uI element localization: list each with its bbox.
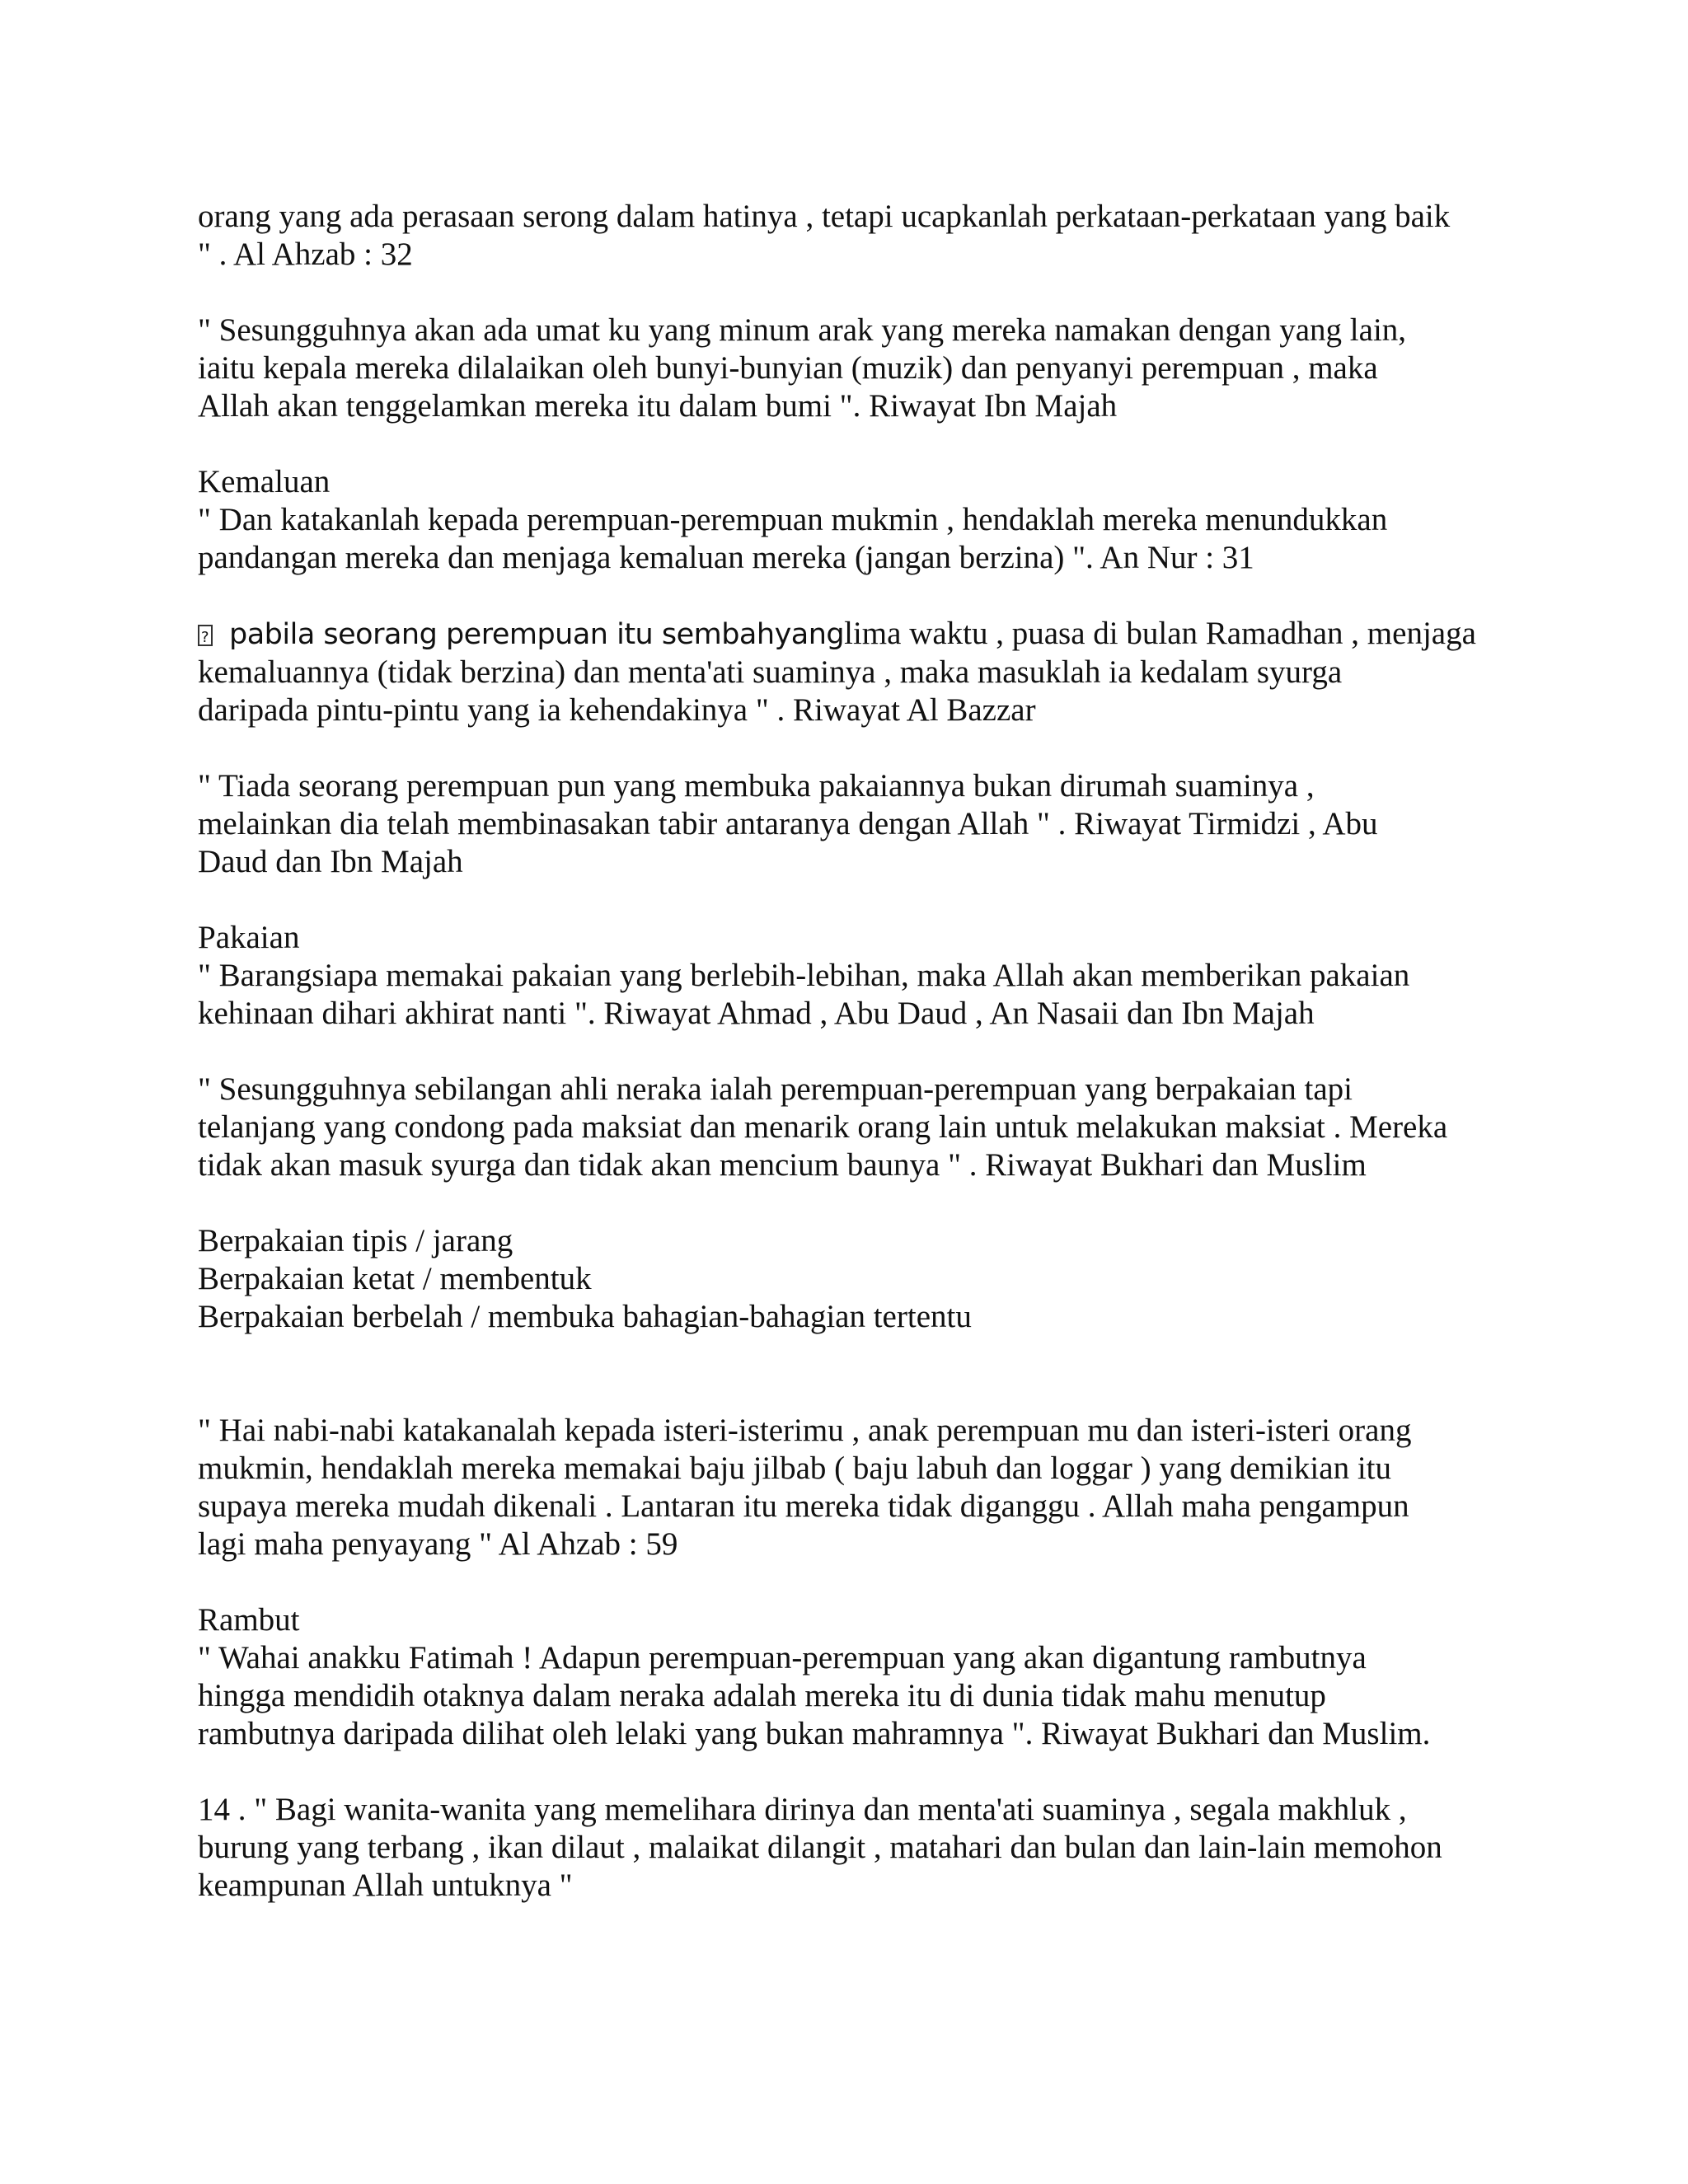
text-line: daripada pintu-pintu yang ia kehendakinya " . Riwayat Al Bazzar [198,692,1036,728]
paragraph-item-14 [198,1791,1550,1905]
text-line: burung yang terbang , ikan dilaut , malaikat dilangit , matahari dan bulan dan lain-lain memohon [198,1830,1442,1865]
missing-glyph-icon [198,625,213,646]
text-line: " Dan katakanlah kepada perempuan-perempuan mukmin , hendaklah mereka menundukkan [198,502,1388,537]
section-heading: Rambut [198,1602,300,1638]
section-heading: Kemaluan [198,464,331,499]
text-line: telanjang yang condong pada maksiat dan menarik orang lain untuk melakukan maksiat . Mereka [198,1109,1448,1145]
serif-text-run: lima waktu , puasa di bulan Ramadhan , menjaga [844,616,1476,651]
text-line: Daud dan Ibn Majah [198,844,463,879]
text-line: " Sesungguhnya sebilangan ahli neraka ialah perempuan-perempuan yang berpakaian tapi [198,1071,1353,1107]
text-line: orang yang ada perasaan serong dalam hatinya , tetapi ucapkanlah perkataan-perkataan yang baik [198,199,1451,234]
section-kemaluan [198,463,1550,577]
list-item: Berpakaian tipis / jarang [198,1223,513,1258]
paragraph-riwayat-ibn-majah [198,312,1550,425]
text-line: pandangan mereka dan menjaga kemaluan mereka (jangan berzina) ". An Nur : 31 [198,540,1254,575]
text-line: mukmin, hendaklah mereka memakai baju jilbab ( baju labuh dan loggar ) yang demikian itu [198,1451,1391,1486]
text-line: " Sesungguhnya akan ada umat ku yang minum arak yang mereka namakan dengan yang lain, [198,312,1407,348]
text-line: supaya mereka mudah dikenali . Lantaran itu mereka tidak diganggu . Allah maha pengampun [198,1488,1409,1524]
list-item: Berpakaian ketat / membentuk [198,1261,592,1296]
paragraph-al-ahzab-59 [198,1412,1550,1563]
text-line: 14 . " Bagi wanita-wanita yang memelihara dirinya dan menta'ati suaminya , segala makhluk , [198,1792,1407,1827]
document-page [198,198,1550,1943]
text-line-mixed-font [198,615,1550,654]
text-line: " . Al Ahzab : 32 [198,237,413,272]
paragraph-riwayat-bukhari-muslim [198,1071,1550,1184]
text-line: Allah akan tenggelamkan mereka itu dalam bumi ". Riwayat Ibn Majah [198,388,1118,424]
paragraph-riwayat-tirmidzi [198,767,1550,881]
section-pakaian [198,919,1550,1033]
text-line: " Wahai anakku Fatimah ! Adapun perempuan-perempuan yang akan digantung rambutnya [198,1640,1367,1675]
section-rambut [198,1601,1550,1753]
paragraph-al-ahzab-32 [198,198,1550,274]
text-line: keampunan Allah untuknya " [198,1868,573,1903]
text-line: rambutnya daripada dilihat oleh lelaki yang bukan mahramnya ". Riwayat Bukhari dan Muslim. [198,1716,1431,1751]
text-line: iaitu kepala mereka dilalaikan oleh bunyi-bunyian (muzik) dan penyanyi perempuan , maka [198,350,1378,386]
sans-text-run: pabila seorang perempuan itu sembahyang [229,618,845,651]
paragraph-riwayat-al-bazzar [198,615,1550,729]
text-line: tidak akan masuk syurga dan tidak akan mencium baunya " . Riwayat Bukhari dan Muslim [198,1147,1367,1183]
text-line: hingga mendidih otaknya dalam neraka adalah mereka itu di dunia tidak mahu menutup [198,1678,1326,1713]
text-line: " Tiada seorang perempuan pun yang membuka pakaiannya bukan dirumah suaminya , [198,768,1315,804]
list-item: Berpakaian berbelah / membuka bahagian-bahagian tertentu [198,1299,972,1334]
text-line: kemaluannya (tidak berzina) dan menta'ati suaminya , maka masuklah ia kedalam syurga [198,654,1343,690]
text-line: kehinaan dihari akhirat nanti ". Riwayat Ahmad , Abu Daud , An Nasaii dan Ibn Majah [198,996,1315,1031]
list-berpakaian [198,1222,1550,1336]
section-heading: Pakaian [198,920,300,955]
text-line: lagi maha penyayang " Al Ahzab : 59 [198,1526,678,1562]
text-line: melainkan dia telah membinasakan tabir antaranya dengan Allah " . Riwayat Tirmidzi , Abu [198,806,1378,841]
text-line: " Hai nabi-nabi katakanalah kepada isteri-isterimu , anak perempuan mu dan isteri-isteri orang [198,1413,1412,1448]
text-line: " Barangsiapa memakai pakaian yang berlebih-lebihan, maka Allah akan memberikan pakaian [198,958,1410,993]
